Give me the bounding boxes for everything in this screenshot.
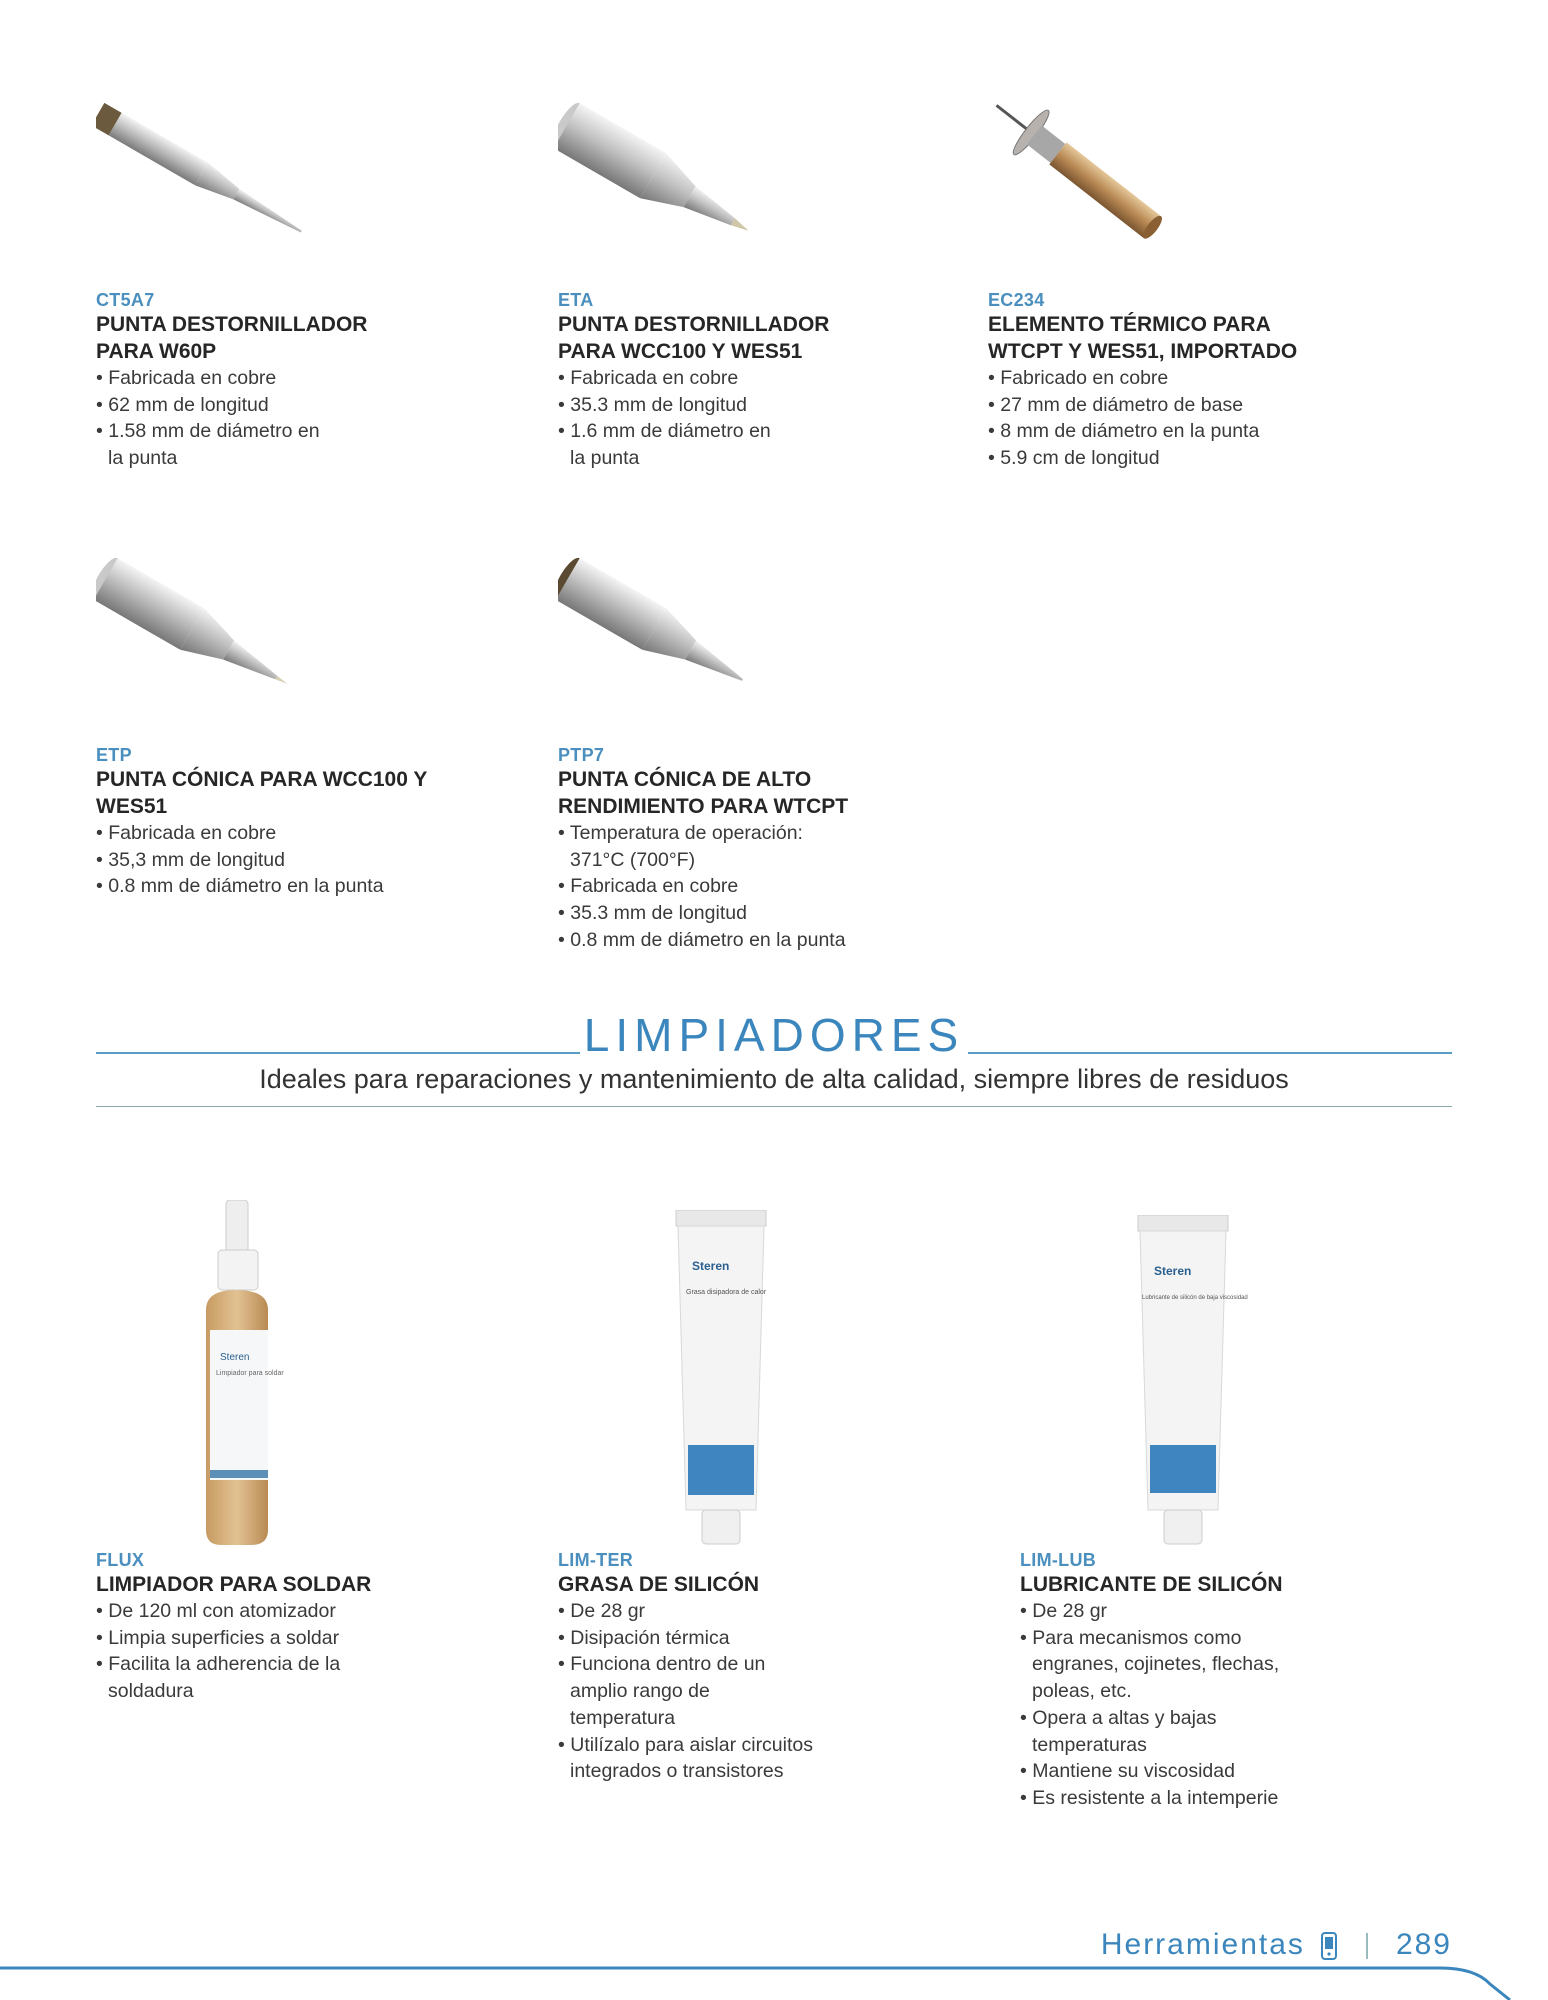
product-features bbox=[988, 365, 1388, 472]
product-title: PUNTA DESTORNILLADOR PARA W60P bbox=[96, 313, 368, 363]
product-eta bbox=[558, 80, 938, 472]
product-code: LIM-LUB bbox=[1020, 1550, 1097, 1570]
product-ptp7 bbox=[558, 535, 938, 954]
feature-item: • 62 mm de longitud bbox=[96, 392, 476, 419]
feature-item: • 8 mm de diámetro en la punta bbox=[988, 418, 1388, 445]
bottle-brand: Steren bbox=[220, 1352, 250, 1363]
product-features bbox=[558, 365, 938, 472]
product-ct5a7 bbox=[96, 80, 476, 472]
product-code: ETA bbox=[558, 290, 594, 310]
product-features bbox=[558, 1598, 938, 1785]
product-features bbox=[96, 820, 476, 900]
product-image bbox=[1020, 1190, 1400, 1540]
product-code: ETP bbox=[96, 745, 132, 765]
section-subtitle: Ideales para reparaciones y mantenimiento de alta calidad, siempre libres de residuos bbox=[259, 1064, 1289, 1094]
product-image bbox=[988, 80, 1388, 280]
feature-item: • 35,3 mm de longitud bbox=[96, 847, 476, 874]
footer-separator bbox=[1366, 1933, 1368, 1959]
product-code: CT5A7 bbox=[96, 290, 155, 310]
tube-brand: Steren bbox=[692, 1259, 730, 1273]
soldering-tip-image bbox=[558, 555, 818, 755]
section-rule-bottom bbox=[96, 1106, 1452, 1107]
feature-item: • 1.58 mm de diámetro en la punta bbox=[96, 418, 328, 471]
product-title: PUNTA DESTORNILLADOR PARA WCC100 Y WES51 bbox=[558, 313, 830, 363]
feature-item: • Temperatura de operación: 371°C (700°F) bbox=[558, 820, 840, 873]
feature-item: • 5.9 cm de longitud bbox=[988, 445, 1388, 472]
product-code: FLUX bbox=[96, 1550, 145, 1570]
feature-item: • 35.3 mm de longitud bbox=[558, 392, 938, 419]
product-image bbox=[96, 80, 476, 280]
product-image bbox=[96, 535, 476, 735]
feature-item: • Utilízalo para aislar circuitos integrados o transistores bbox=[558, 1732, 860, 1785]
feature-item: • 27 mm de diámetro de base bbox=[988, 392, 1388, 419]
product-features bbox=[1020, 1598, 1400, 1812]
feature-item: • Fabricada en cobre bbox=[558, 873, 938, 900]
product-title: LIMPIADOR PARA SOLDAR bbox=[96, 1573, 372, 1596]
page-number: 289 bbox=[1395, 1928, 1452, 1961]
section-title: LIMPIADORES bbox=[583, 1009, 965, 1061]
product-flux bbox=[96, 1190, 456, 1705]
heating-element-image bbox=[988, 90, 1208, 290]
feature-item: • Disipación térmica bbox=[558, 1625, 938, 1652]
footer-curve bbox=[0, 1960, 1548, 2000]
feature-item: • Fabricado en cobre bbox=[988, 365, 1388, 392]
product-ec234 bbox=[988, 80, 1388, 472]
feature-item: • Para mecanismos como engranes, cojinetes, flechas, poleas, etc. bbox=[1020, 1625, 1322, 1705]
feature-item: • 0.8 mm de diámetro en la punta bbox=[96, 873, 476, 900]
feature-item: • De 28 gr bbox=[558, 1598, 938, 1625]
product-features bbox=[558, 820, 938, 954]
product-title: ELEMENTO TÉRMICO PARA WTCPT Y WES51, IMPORTADO bbox=[988, 313, 1298, 363]
product-title: GRASA DE SILICÓN bbox=[558, 1573, 760, 1596]
feature-item: • Mantiene su viscosidad bbox=[1020, 1758, 1400, 1785]
product-title: PUNTA CÓNICA PARA WCC100 Y WES51 bbox=[96, 768, 427, 818]
tube-image bbox=[1120, 1215, 1320, 1565]
spray-bottle-image bbox=[196, 1200, 396, 1550]
feature-item: • Opera a altas y bajas temperaturas bbox=[1020, 1705, 1262, 1758]
tube-label: Grasa disipadora de calor bbox=[686, 1289, 767, 1296]
feature-item: • De 120 ml con atomizador bbox=[96, 1598, 456, 1625]
soldering-tip-image bbox=[558, 100, 818, 300]
phone-icon bbox=[1321, 1932, 1337, 1960]
feature-item: • 1.6 mm de diámetro en la punta bbox=[558, 418, 780, 471]
product-image bbox=[558, 535, 938, 735]
feature-item: • Fabricada en cobre bbox=[96, 365, 476, 392]
tube-brand: Steren bbox=[1154, 1264, 1192, 1278]
product-code: LIM-TER bbox=[558, 1550, 634, 1570]
footer-section-name: Herramientas bbox=[1100, 1928, 1305, 1961]
page-footer bbox=[1101, 1928, 1452, 1962]
product-image bbox=[558, 1190, 938, 1540]
feature-item: • 0.8 mm de diámetro en la punta bbox=[558, 927, 938, 954]
product-lim-lub bbox=[1020, 1190, 1400, 1812]
product-features bbox=[96, 1598, 456, 1705]
feature-item: • Funciona dentro de un amplio rango de temperatura bbox=[558, 1651, 800, 1731]
product-image bbox=[558, 80, 938, 280]
soldering-tip-image bbox=[96, 100, 356, 300]
product-features bbox=[96, 365, 476, 472]
tube-label: Lubricante de silicón de baja viscosidad bbox=[1142, 1295, 1248, 1301]
product-lim-ter bbox=[558, 1190, 938, 1785]
bottle-label: Limpiador para soldar bbox=[216, 1370, 284, 1377]
product-image bbox=[96, 1190, 456, 1540]
soldering-tip-image bbox=[96, 555, 356, 755]
product-title: LUBRICANTE DE SILICÓN bbox=[1020, 1573, 1283, 1596]
feature-item: • De 28 gr bbox=[1020, 1598, 1400, 1625]
feature-item: • Limpia superficies a soldar bbox=[96, 1625, 456, 1652]
product-code: PTP7 bbox=[558, 745, 605, 765]
tube-image bbox=[658, 1210, 858, 1560]
feature-item: • Fabricada en cobre bbox=[96, 820, 476, 847]
feature-item: • Fabricada en cobre bbox=[558, 365, 938, 392]
feature-item: • Es resistente a la intemperie bbox=[1020, 1785, 1400, 1812]
feature-item: • 35.3 mm de longitud bbox=[558, 900, 938, 927]
product-code: EC234 bbox=[988, 290, 1045, 310]
product-title: PUNTA CÓNICA DE ALTO RENDIMIENTO PARA WTCPT bbox=[558, 768, 849, 818]
feature-item: • Facilita la adherencia de la soldadura bbox=[96, 1651, 378, 1704]
product-etp bbox=[96, 535, 476, 900]
